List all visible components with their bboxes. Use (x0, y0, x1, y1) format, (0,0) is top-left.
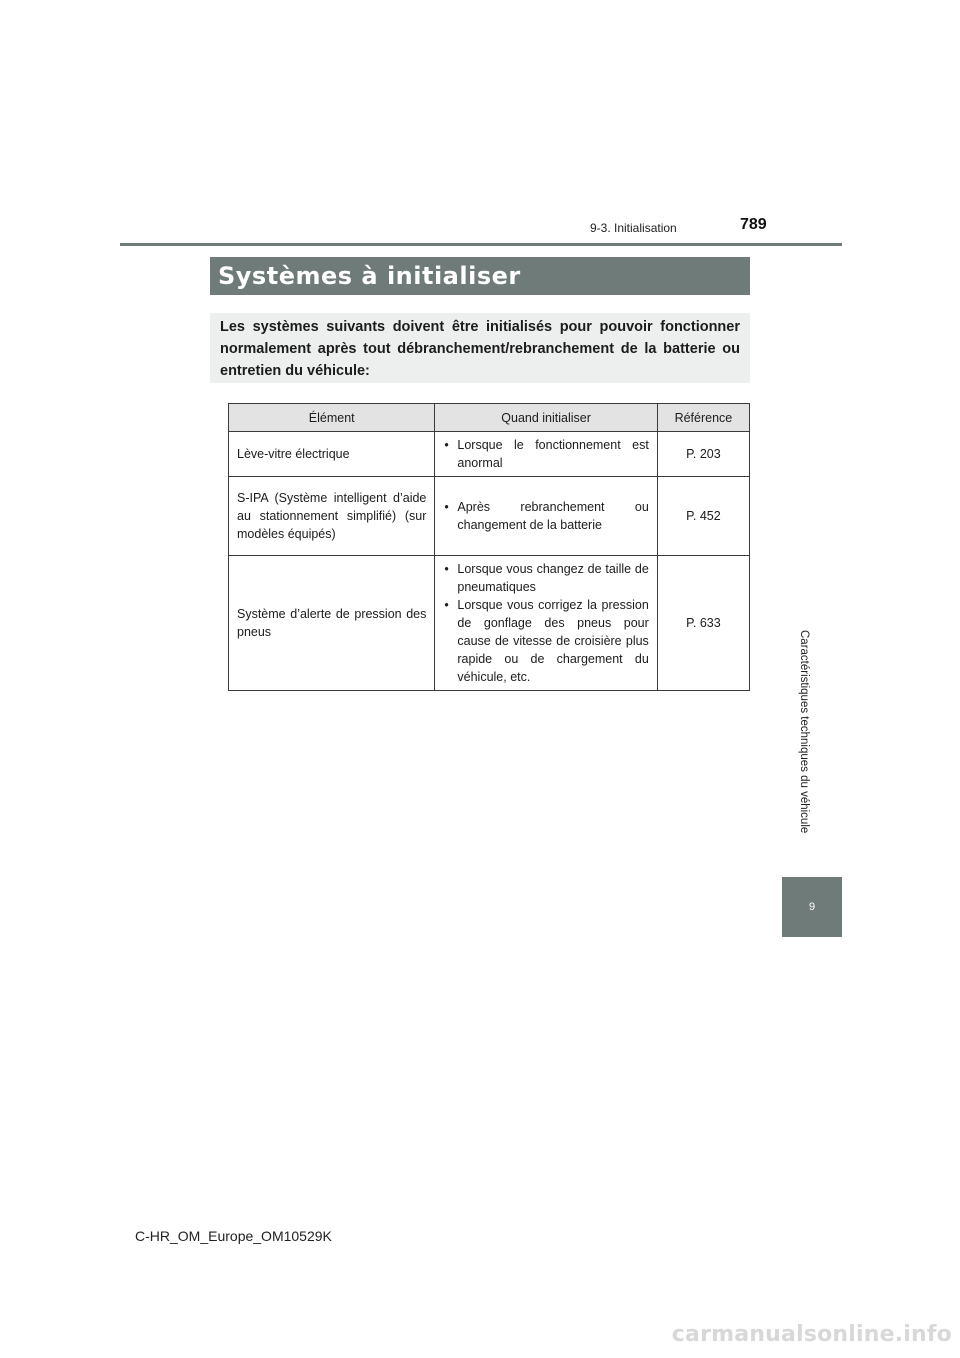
chapter-side-label: Caractéristiques techniques du véhicule (798, 630, 810, 834)
column-header-reference: Référence (657, 404, 749, 432)
item-cell: S-IPA (Système intelligent d’aide au stationnement simplifié) (sur modèles équipés) (229, 477, 435, 556)
table-header-row (229, 404, 750, 432)
watermark: carmanualsonline.info (671, 1322, 952, 1347)
document-id: C-HR_OM_Europe_OM10529K (135, 1228, 332, 1244)
header-rule (120, 243, 842, 246)
page-number: 789 (740, 216, 767, 233)
page-title: Systèmes à initialiser (218, 262, 521, 290)
chapter-tab (782, 877, 842, 937)
item-cell: Système d’alerte de pression des pneus (229, 556, 435, 691)
reference-cell: P. 633 (657, 556, 749, 691)
section-heading: 9-3. Initialisation (590, 221, 677, 235)
reference-cell: P. 203 (657, 432, 749, 477)
title-bar (210, 257, 750, 295)
initialization-table (228, 403, 750, 691)
column-header-item: Élément (229, 404, 435, 432)
when-cell (435, 477, 657, 556)
item-cell: Lève-vitre électrique (229, 432, 435, 477)
table-row (229, 477, 750, 556)
list-item: • Lorsque le fonctionnement est anormal (443, 436, 648, 472)
intro-text: Les systèmes suivants doivent être initialisés pour pouvoir fonctionner normalement après tout débranchement/rebranchement de la batterie ou entretien du véhicule: (220, 319, 740, 379)
list-item: • Lorsque vous corrigez la pression de gonflage des pneus pour cause de vitesse de croisière plus rapide ou de chargement du véhicule, etc. (443, 596, 648, 686)
list-item: • Lorsque vous changez de taille de pneumatiques (443, 560, 648, 596)
intro-box (210, 313, 750, 383)
table-row (229, 556, 750, 691)
reference-cell: P. 452 (657, 477, 749, 556)
chapter-number: 9 (808, 901, 816, 913)
list-item: • Après rebranchement ou changement de la batterie (443, 498, 648, 534)
column-header-when: Quand initialiser (435, 404, 657, 432)
when-cell (435, 556, 657, 691)
table-row (229, 432, 750, 477)
when-cell (435, 432, 657, 477)
